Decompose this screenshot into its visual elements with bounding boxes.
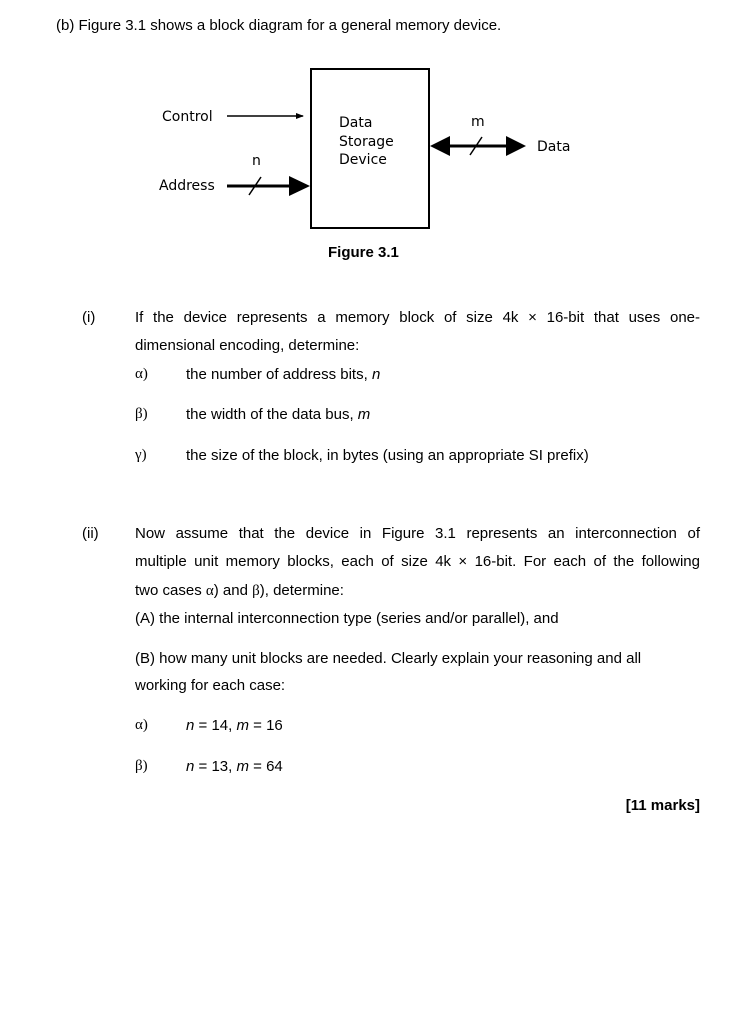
part-ii-line-3a: two cases xyxy=(135,582,206,599)
part-ii-line-1: Now assume that the device in Figure 3.1 represents an interconnection of xyxy=(135,525,700,542)
part-ii-line-3c: ), determine: xyxy=(259,582,344,599)
part-i-item-alpha xyxy=(186,366,380,383)
intro-label: (b) xyxy=(56,17,75,34)
control-label: Control xyxy=(162,109,213,125)
part-ii-line-6: working for each case: xyxy=(135,677,286,694)
intro-text: Figure 3.1 shows a block diagram for a general memory device. xyxy=(78,17,502,34)
part-ii-line-3b: ) and xyxy=(213,582,253,599)
block-diagram xyxy=(0,0,752,280)
part-i-item-gamma-marker: γ) xyxy=(135,447,147,463)
box-line-storage: Storage xyxy=(339,134,394,150)
address-width-n: n xyxy=(252,153,261,169)
part-ii-case-beta xyxy=(186,758,283,775)
part-ii-case-alpha xyxy=(186,717,283,734)
part-ii-line-5: (B) how many unit blocks are needed. Clearly explain your reasoning and all xyxy=(135,650,642,667)
data-arrowhead-right xyxy=(506,136,526,156)
marks-label: [11 marks] xyxy=(625,797,700,814)
part-ii-case-alpha-marker: α) xyxy=(135,717,148,733)
case-alpha-n-val: = 14, xyxy=(194,717,237,734)
part-i-item-gamma-text: the size of the block, in bytes (using an appropriate SI prefix) xyxy=(186,447,589,464)
case-beta-n-val: = 13, xyxy=(194,758,237,775)
case-alpha-n-var: n xyxy=(186,717,195,734)
part-ii-case-beta-marker: β) xyxy=(135,758,148,774)
part-i-item-beta-marker: β) xyxy=(135,406,148,422)
part-i-item-beta-text: the width of the data bus, xyxy=(186,406,358,423)
address-label: Address xyxy=(159,178,215,194)
part-i-item-alpha-text: the number of address bits, xyxy=(186,366,372,383)
case-beta-m-var: m xyxy=(236,758,249,775)
part-i-line-1: If the device represents a memory block of size 4k × 16-bit that uses one- xyxy=(135,309,700,326)
case-alpha-m-var: m xyxy=(236,717,249,734)
part-i-line-2: dimensional encoding, determine: xyxy=(135,337,360,354)
address-arrowhead xyxy=(289,176,310,196)
data-label: Data xyxy=(537,139,571,155)
part-ii-line-4: (A) the internal interconnection type (series and/or parallel), and xyxy=(135,610,559,627)
part-ii-line-3 xyxy=(135,582,344,600)
box-line-data: Data xyxy=(339,115,373,131)
part-i-item-alpha-marker: α) xyxy=(135,366,148,382)
figure-caption: Figure 3.1 xyxy=(328,244,399,261)
box-line-device: Device xyxy=(339,152,387,168)
part-i-item-alpha-var: n xyxy=(371,366,381,383)
part-i-item-beta-var: m xyxy=(357,406,371,423)
part-ii-alpha-symbol: α xyxy=(205,583,214,599)
part-ii-line-2: multiple unit memory blocks, each of size 4k × 16-bit. For each of the following xyxy=(135,553,700,570)
case-beta-n-var: n xyxy=(186,758,195,775)
case-beta-m-val: = 64 xyxy=(248,758,283,775)
part-i-item-beta xyxy=(186,406,370,423)
data-width-m: m xyxy=(471,114,485,130)
data-arrowhead-left xyxy=(430,136,450,156)
part-i-label: (i) xyxy=(82,309,96,326)
part-ii-beta-symbol: β xyxy=(252,583,260,599)
part-ii-label: (ii) xyxy=(82,525,99,542)
case-alpha-m-val: = 16 xyxy=(248,717,283,734)
